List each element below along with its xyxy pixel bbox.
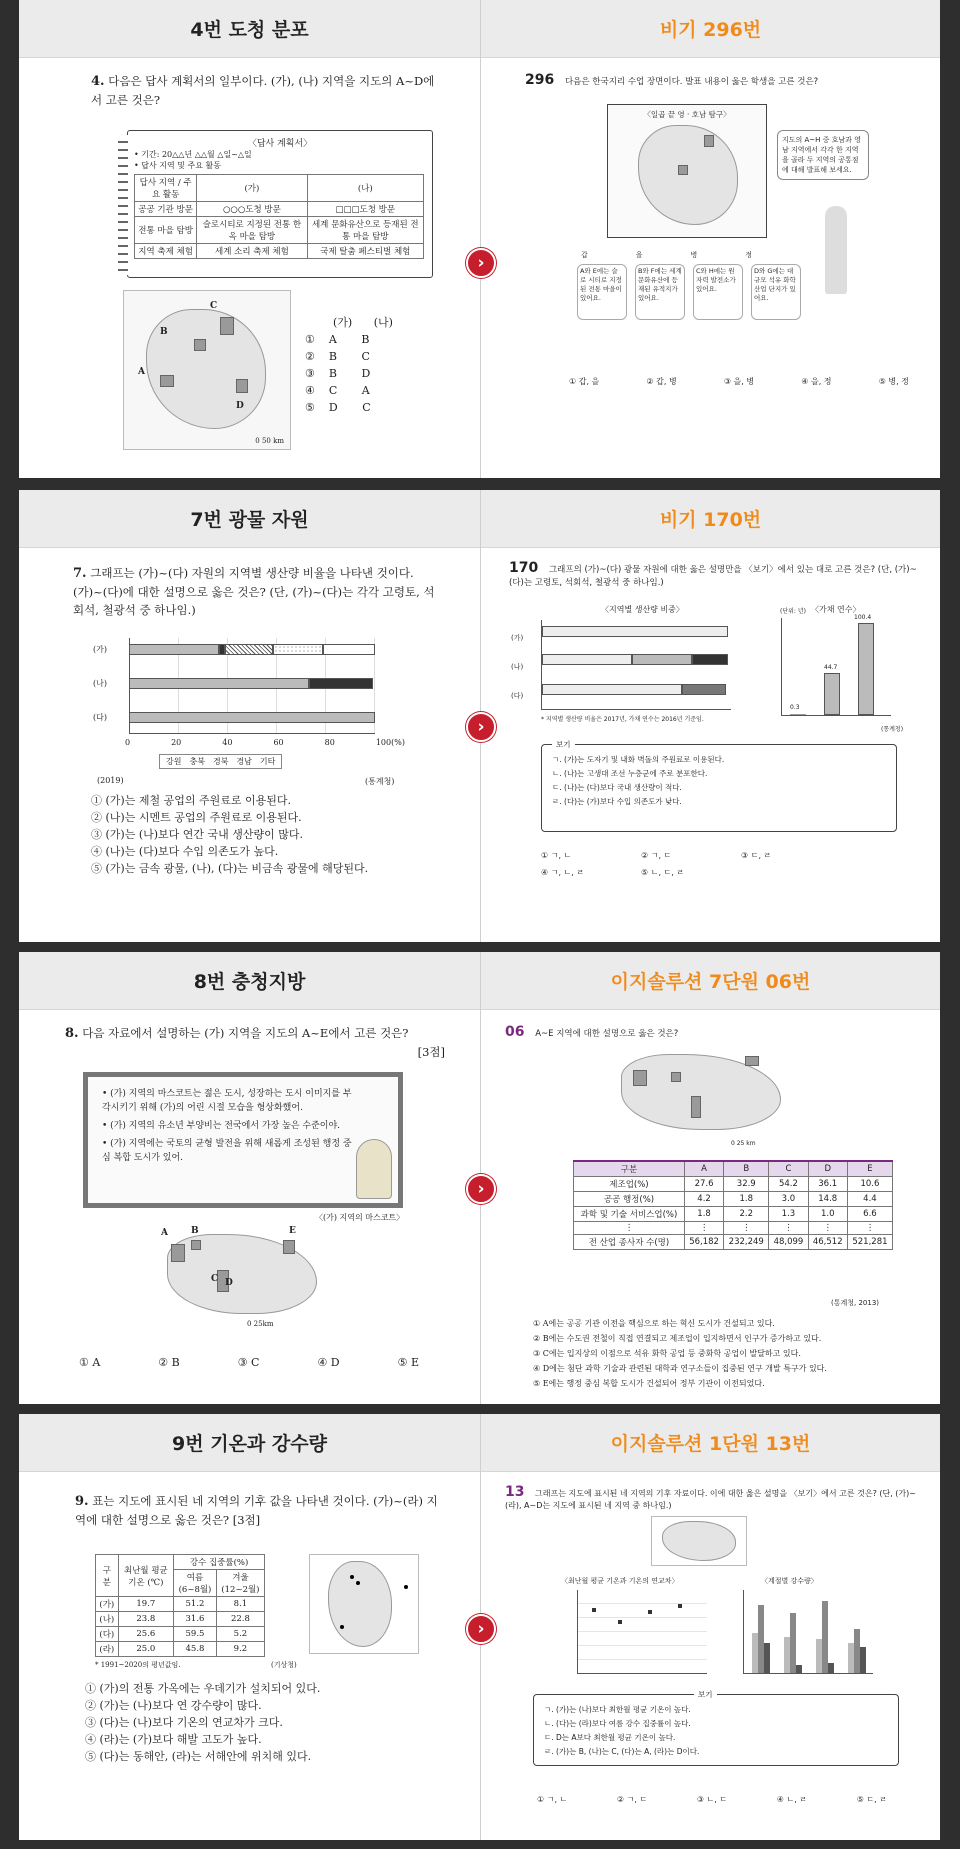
option-3[interactable]: ③ B D (305, 367, 371, 380)
option-1[interactable]: ① A에는 공공 기관 이전을 핵심으로 하는 혁신 도시가 건설되고 있다. (533, 1319, 775, 1328)
chart-note: * 지역별 생산량 비율은 2017년, 가채 연수는 2016년 기준임. (541, 716, 704, 723)
source-note: (통계청) (881, 726, 904, 733)
option-2[interactable]: ② B (158, 1356, 180, 1369)
right-title: 비기 170번 (481, 490, 940, 548)
left-question (19, 548, 480, 942)
option-3[interactable]: ③ ㄷ, ㄹ (741, 851, 772, 860)
row-label: (나) (93, 679, 107, 688)
reserves-chart: (단위: 년) 0.3 44.7 100.4 (781, 618, 891, 716)
table-row: 제조업(%) 27.6 32.9 54.2 36.1 10.6 (574, 1177, 893, 1192)
right-question: 170 그래프의 (가)~(다) 광물 자원에 대한 옳은 설명만을 〈보기〉에서 있는 대로 고른 것은? (단, (가)~(다)는 고령토, 석회석, 철광석 중 하나임.) 〈지역별 생산량 비중〉 〈가채 연수〉 (가) (나) (다) * 지역별 생산량 비율은 2017년, 가채 연수는 2016년 기준임. (단위: 년) 0.3 44.7 100.4 (통계청) 보기 ㄱ. (가)는 도자기 및 내화 벽돌의 주원료로 이용된다. ㄴ. (나)는 고생대 조선 누층군에 주로 분포한다. ㄷ. (나)는 (다)보다 국내 생산량이 적다. ㄹ. (다)는 (가)보다 수입 의존도가 낮다. ① ㄱ, ㄴ ② ㄱ, ㄷ ③ ㄷ, ㄹ ④ ㄱ, ㄴ, ㄹ ⑤ ㄴ, ㄷ, ㄹ (509, 560, 917, 877)
bar-ga-gangwon (129, 644, 219, 655)
tick-label: 40 (222, 738, 233, 747)
spiral-binding (118, 135, 128, 275)
option-2[interactable]: ② 갑, 병 (646, 377, 677, 386)
table-row: 전 산업 종사자 수(명) 56,182 232,249 48,099 46,512 521,281 (574, 1235, 893, 1250)
map-figure (611, 1044, 791, 1154)
map-figure: A B C D E 0 25km (147, 1226, 327, 1338)
option-2[interactable]: ② ㄱ, ㄷ (616, 1795, 648, 1804)
classroom-board (607, 104, 767, 238)
option-3[interactable]: ③ C (237, 1356, 260, 1369)
question-number: 8. (65, 1026, 79, 1041)
panel-1 (19, 0, 940, 478)
bogi-box: 보기 ㄱ. (가)는 (나)보다 최한월 평균 기온이 높다. ㄴ. (다)는 (라)보다 여름 강수 집중률이 높다. ㄷ. D는 A보다 최한월 평균 기온이 높다. ㄹ. (가)는 B, (나)는 C, (다)는 A, (라)는 D이다. (533, 1694, 899, 1766)
option-3[interactable]: ③ ㄴ, ㄷ (696, 1795, 728, 1804)
question-text: 그래프의 (가)~(다) 광물 자원에 대한 옳은 설명만을 〈보기〉에서 있는 대로 고른 것은? (단, (가)~(다)는 고령토, 석회석, 철광석 중 하나임.) (509, 565, 917, 588)
right-title: 비기 296번 (481, 0, 940, 58)
chart-title-1: 〈지역별 생산량 비중〉 (601, 605, 684, 614)
option-5[interactable]: ⑤ (다)는 동해안, (라)는 서해안에 위치해 있다. (85, 1750, 312, 1763)
board-map-title: 〈일곱 끝 영 · 호남 탐구〉 (643, 110, 731, 119)
table-row: (다) 25.6 59.5 5.2 (96, 1627, 265, 1642)
table-row: (라) 25.0 45.8 9.2 (96, 1642, 265, 1657)
table-row: (가) 19.7 51.2 8.1 (96, 1597, 265, 1612)
option-5[interactable]: ⑤ 병, 정 (878, 377, 909, 386)
table-row: 공공 기관 방문 ○○○도청 방문 □□□도청 방문 (135, 202, 424, 217)
option-1[interactable]: ① 갑, 을 (569, 377, 600, 386)
points: [3점] (417, 1045, 445, 1059)
question-text: 그래프는 지도에 표시된 네 지역의 기후 자료이다. 이에 대한 옳은 설명을 〈보기〉에서 고른 것은? (단, (가)~(라), A~D는 지도에 표시된 네 지역 중 하나임.) (505, 1489, 916, 1510)
table-row: 공공 행정(%) 4.2 1.8 3.0 14.8 4.4 (574, 1192, 893, 1207)
option-4[interactable]: ④ ㄴ, ㄹ (776, 1795, 808, 1804)
options (569, 376, 909, 387)
question-number: 7. (73, 566, 87, 581)
production-chart (541, 620, 731, 710)
data-table: 구분 A B C D E 제조업(%) 27.6 32.9 54.2 36.1 10.6 공공 행정(%) 4.2 1.8 3.0 14.8 4.4 과학 및 기술 서비스업(%) 1.8 2.2 1.3 1.0 6.6 ⋮ ⋮ ⋮ ⋮ ⋮ ⋮ 전 산업 종사자 수(명) 56,182 232,249 48,099 46,512 521,281 (573, 1160, 893, 1250)
options (85, 1680, 320, 1765)
student-label: 병 (690, 251, 698, 259)
option-4[interactable]: ④ ㄱ, ㄴ, ㄹ (541, 868, 585, 877)
climate-table: 구분 최난월 평균 기온 (℃) 강수 집중률(%) 여름 (6~8월) 겨울 (12~2월) (가) 19.7 51.2 8.1 (나) 23.8 31.6 22.8 (다) 25.6 59.5 5.2 (라) 25.0 45.8 9.2 (95, 1554, 265, 1657)
right-question (481, 1010, 940, 1404)
right-title: 이지솔루션 1단원 13번 (481, 1414, 940, 1472)
panel-2 (19, 490, 940, 942)
table-row: 전통 마을 탐방 슬로시티로 지정된 전통 한옥 마을 탐방 세계 문화유산으로 등재된 전통 마을 탐방 (135, 217, 424, 244)
plan-title: 〈답사 계획서〉 (247, 139, 313, 149)
right-question (481, 1472, 940, 1840)
question-number: 06 (505, 1024, 525, 1040)
col-ga: (가) (197, 175, 307, 202)
arrow-icon: › (466, 712, 496, 742)
left-title: 4번 도청 분포 (19, 0, 480, 58)
source-note: (기상청) (271, 1661, 297, 1669)
options (91, 792, 368, 877)
question-number: 13 (505, 1484, 525, 1500)
question-text: 다음 자료에서 설명하는 (가) 지역을 지도의 A~E에서 고른 것은? (82, 1026, 409, 1040)
tick-label: 100(%) (375, 738, 405, 747)
option-1[interactable]: ① A B (305, 333, 370, 346)
map-scale: 0 25km (247, 1320, 274, 1328)
left-question (19, 58, 480, 478)
option-2[interactable]: ② (가)는 (나)보다 연 강수량이 많다. (85, 1699, 262, 1712)
student-3-bubble: C와 H에는 원자력 발전소가 있어요. (693, 264, 743, 320)
bogi-title: 보기 (552, 738, 575, 752)
korea-map (309, 1554, 419, 1654)
arrow-icon: › (466, 248, 496, 278)
options (533, 1316, 827, 1391)
left-question (19, 1010, 480, 1404)
table-row: 과학 및 기술 서비스업(%) 1.8 2.2 1.3 1.0 6.6 (574, 1207, 893, 1222)
mascot-caption: 〈(가) 지역의 마스코트〉 (315, 1213, 405, 1222)
option-3[interactable]: ③ (가)는 (나)보다 연간 국내 생산량이 많다. (91, 828, 304, 841)
map-scale: 0 50 km (255, 437, 284, 445)
student-label: 갑 (581, 251, 588, 259)
question-text: 표는 지도에 표시된 네 지역의 기후 값을 나타낸 것이다. (가)~(라) 지역에 대한 설명으로 옳은 것은? [3점] (75, 1494, 438, 1527)
map-figure: C B A D 0 50 km (123, 290, 291, 450)
option-4[interactable]: ④ D (317, 1356, 340, 1369)
mascot-figure (356, 1139, 392, 1199)
tick-label: 80 (324, 738, 335, 747)
option-1[interactable]: ① ㄱ, ㄴ (541, 851, 572, 860)
question-number: 170 (509, 560, 539, 576)
option-2[interactable]: ② B에는 수도권 전철이 직접 연결되고 제조업이 입지하면서 인구가 증가하고 있다. (533, 1334, 822, 1343)
question-text: 그래프는 (가)~(다) 자원의 지역별 생산량 비율을 나타낸 것이다. (가)~(다)에 대한 설명으로 옳은 것은? (단, (가)~(다)는 각각 고령토, 석회석, 철광석 중 하나임.) (73, 566, 435, 617)
bar-ga-other (323, 644, 375, 655)
option-5[interactable]: ⑤ E에는 행정 중심 복합 도시가 건설되어 정부 기관이 이전되었다. (533, 1379, 765, 1388)
bogi-box: 보기 ㄱ. (가)는 도자기 및 내화 벽돌의 주원료로 이용된다. ㄴ. (나)는 고생대 조선 누층군에 주로 분포한다. ㄷ. (나)는 (다)보다 국내 생산량이 적다. ㄹ. (다)는 (가)보다 수입 의존도가 낮다. (541, 744, 897, 832)
tick-label: 20 (171, 738, 182, 747)
right-title: 이지솔루션 7단원 06번 (481, 952, 940, 1010)
scatter-chart (577, 1590, 707, 1674)
question-number: 4. (91, 74, 105, 89)
option-1[interactable]: ① ㄱ, ㄴ (537, 1795, 568, 1804)
source-note: (통계청, 2013) (831, 1299, 880, 1307)
student-2-bubble: B와 F에는 세계 문화유산에 등재된 유적지가 있어요. (635, 264, 685, 320)
plan-notebook (127, 130, 433, 278)
chart-title-1: 〈최난월 평균 기온과 기온의 연교차〉 (561, 1577, 679, 1585)
korea-map (651, 1516, 747, 1566)
left-question (19, 1472, 480, 1840)
left-title: 7번 광물 자원 (19, 490, 480, 548)
option-4[interactable]: ④ C A (305, 384, 370, 397)
student-4-bubble: D와 G에는 대규모 석유 화학 산업 단지가 있어요. (751, 264, 801, 320)
bogi-title: 보기 (694, 1688, 717, 1702)
student-1-bubble: A와 E에는 슬로 시티로 지정된 전통 마을이 있어요. (577, 264, 627, 320)
table-row: ⋮ ⋮ ⋮ ⋮ ⋮ ⋮ (574, 1222, 893, 1235)
options (541, 850, 841, 878)
option-1[interactable]: ① (가)는 제철 공업의 주원료로 이용된다. (91, 794, 291, 807)
table-corner: 답사 지역 / 주요 활동 (135, 175, 197, 202)
question-text: 다음은 한국지리 수업 장면이다. 발표 내용이 옳은 학생을 고른 것은? (564, 77, 819, 87)
arrow-icon: › (466, 1174, 496, 1204)
source-note: (통계청) (365, 777, 395, 786)
panel-4 (19, 1414, 940, 1840)
chalkboard: • (가) 지역의 마스코트는 젊은 도시, 성장하는 도시 이미지를 부각시키기 위해 (가)의 어린 시절 모습을 형상화했어. • (가) 지역의 유소년 부양비는 전국에서 가장 높은 수준이야. • (가) 지역에는 국토의 균형 발전을 위해 새롭게 조성된 행정 중심 복합 도시가 있어. (83, 1072, 403, 1208)
tick-label: 0 (125, 738, 131, 747)
option-3[interactable]: ③ C에는 입지상의 이점으로 석유 화학 공업 등 중화학 공업이 발달하고 있다. (533, 1349, 801, 1358)
chart-title-2: 〈계절별 강수량〉 (761, 1577, 818, 1585)
option-5[interactable]: ⑤ D C (305, 401, 371, 414)
right-question (481, 58, 940, 478)
teacher-bubble: 지도의 A~H 중 호남과 영남 지역에서 각각 한 지역을 골라 두 지역의 공통점에 대해 발표해 보세요. (777, 130, 869, 180)
table-row: (나) 23.8 31.6 22.8 (96, 1612, 265, 1627)
question-number: 296 (525, 72, 555, 88)
option-2[interactable]: ② ㄱ, ㄷ (641, 851, 672, 860)
question-number: 9. (75, 1494, 89, 1509)
bar-ga-gyeongnam (273, 644, 323, 655)
option-5[interactable]: ⑤ ㄴ, ㄷ, ㄹ (641, 868, 685, 877)
option-3[interactable]: ③ (다)는 (나)보다 기온의 연교차가 크다. (85, 1716, 283, 1729)
table-row: 지역 축제 체험 세계 소리 축제 체험 국제 탈춤 페스티벌 체험 (135, 244, 424, 259)
option-3[interactable]: ③ 을, 병 (723, 377, 755, 386)
plan-line-1: • 기간: 20△△년 △△월 △일~△일 (134, 150, 252, 159)
arrow-icon: › (466, 1614, 496, 1644)
chart-title-2: 〈가채 연수〉 (811, 605, 861, 614)
option-4[interactable]: ④ (라)는 (가)보다 해발 고도가 높다. (85, 1733, 262, 1746)
bar-na-chungbuk (309, 678, 373, 689)
option-2[interactable]: ② (나)는 시멘트 공업의 주원료로 이용된다. (91, 811, 302, 824)
year-note: (2019) (97, 776, 124, 785)
map-scale: 0 25 km (731, 1140, 756, 1147)
options: (가) (나) ① A B ② B C ③ B D ④ C A ⑤ D C (305, 316, 393, 414)
panel-3 (19, 952, 940, 1404)
option-1[interactable]: ① A (79, 1356, 101, 1369)
option-2[interactable]: ② B C (305, 350, 370, 363)
bar-na-gangwon (129, 678, 309, 689)
options (79, 1354, 419, 1371)
season-bar-chart (743, 1590, 873, 1674)
student-label: 을 (635, 251, 643, 259)
option-4[interactable]: ④ 을, 정 (801, 377, 832, 386)
left-title: 9번 기온과 강수량 (19, 1414, 480, 1472)
option-1[interactable]: ① (가)의 전통 가옥에는 우데기가 설치되어 있다. (85, 1682, 321, 1695)
student-label: 정 (745, 251, 753, 259)
tick-label: 60 (273, 738, 284, 747)
bar-ga-gyeongbuk (225, 644, 273, 655)
row-label: (다) (93, 713, 107, 722)
option-5[interactable]: ⑤ (가)는 금속 광물, (나), (다)는 비금속 광물에 해당된다. (91, 862, 369, 875)
option-4[interactable]: ④ (나)는 (다)보다 수입 의존도가 높다. (91, 845, 279, 858)
options (537, 1794, 887, 1805)
option-5[interactable]: ⑤ ㄷ, ㄹ (856, 1795, 887, 1804)
plan-line-2: • 답사 지역 및 주요 활동 (134, 161, 221, 170)
bar-da-gangwon (129, 712, 375, 723)
col-na: (나) (307, 175, 423, 202)
question-text: A~E 지역에 대한 설명으로 옳은 것은? (535, 1029, 679, 1039)
row-label: (가) (93, 645, 107, 654)
table-footnote: * 1991~2020의 평년값임. (95, 1661, 181, 1669)
legend: 강원 충북 경북 경남 기타 (159, 754, 282, 769)
question-text: 다음은 답사 계획서의 일부이다. (가), (나) 지역을 지도의 A~D에서 고른 것은? (91, 74, 435, 107)
option-4[interactable]: ④ D에는 첨단 과학 기술과 관련된 대학과 연구소들이 집중된 연구 개발 특구가 있다. (533, 1364, 827, 1373)
plan-table (134, 174, 424, 259)
bar-chart (89, 638, 409, 788)
option-5[interactable]: ⑤ E (397, 1356, 419, 1369)
left-title: 8번 충청지방 (19, 952, 480, 1010)
